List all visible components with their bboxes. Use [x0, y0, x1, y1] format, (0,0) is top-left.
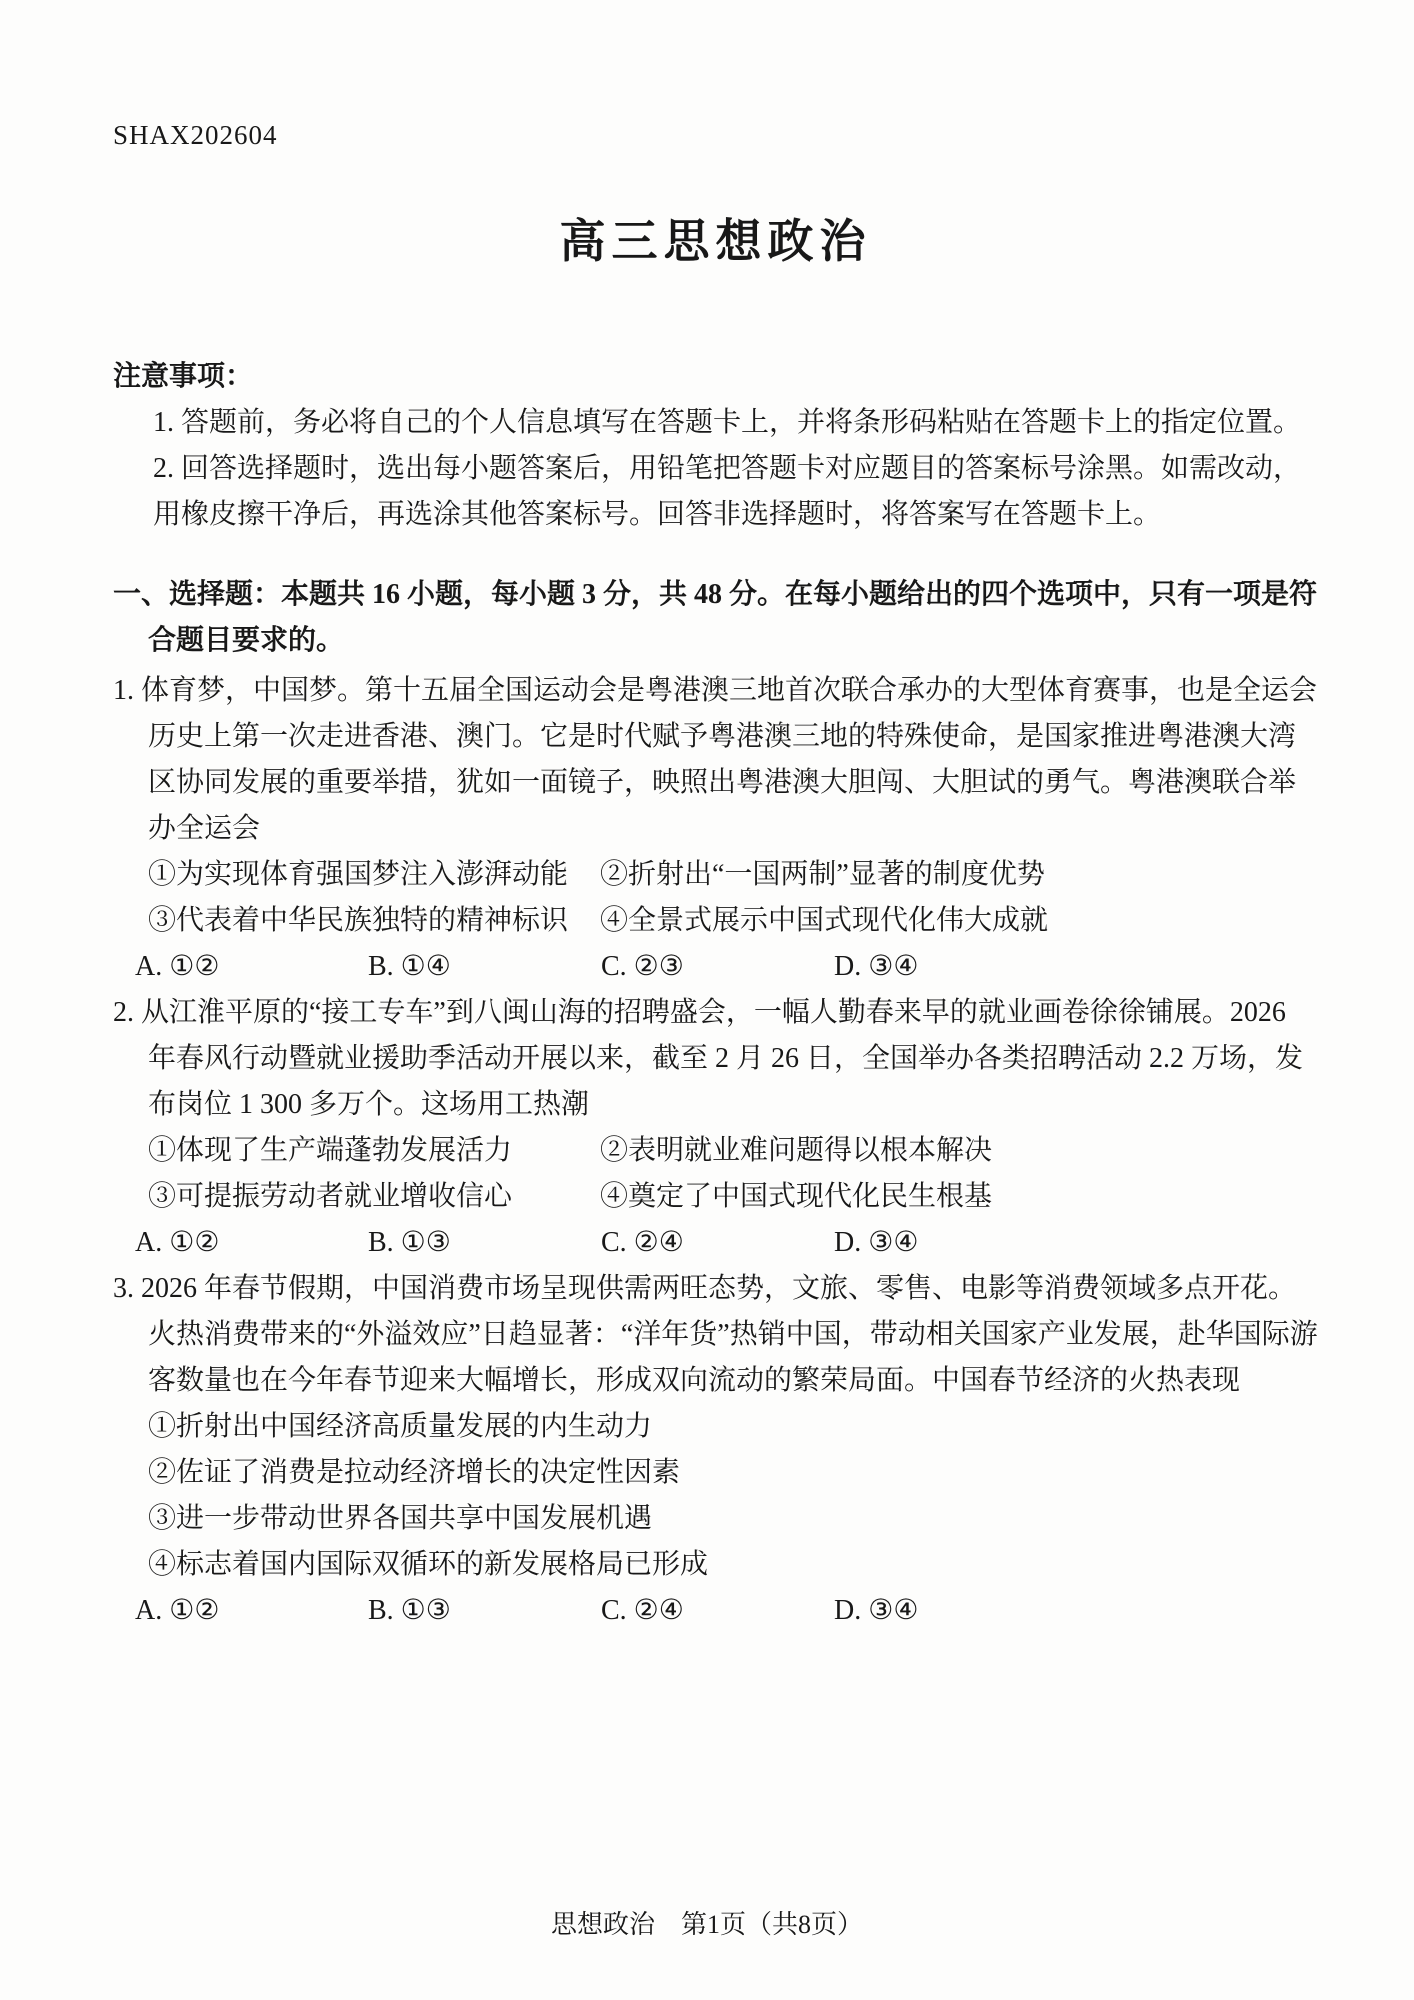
question-1-option-1: ①为实现体育强国梦注入澎湃动能	[148, 859, 569, 890]
question-2-options	[113, 1128, 1318, 1220]
page-title: 高三思想政治	[559, 216, 872, 267]
question-2-option-1: ①体现了生产端蓬勃发展活力	[148, 1135, 513, 1166]
question-3-stem: 3. 2026 年春节假期，中国消费市场呈现供需两旺态势，文旅、零售、电影等消费领域多点开花。火热消费带来的“外溢效应”日趋显著：“洋年货”热销中国，带动相关国家产业发展，赴华国际游客数量也在今年春节迎来大幅增长，形成双向流动的繁荣局面。中国春节经济的火热表现	[113, 1273, 1318, 1396]
question-1-stem: 1. 体育梦，中国梦。第十五届全国运动会是粤港澳三地首次联合承办的大型体育赛事，也是全运会历史上第一次走进香港、澳门。它是时代赋予粤港澳三地的特殊使命，是国家推进粤港澳大湾区协同发展的重要举措，犹如一面镜子，映照出粤港澳大胆闯、大胆试的勇气。粤港澳联合举办全运会	[113, 675, 1318, 844]
question-3-choice-d: D. ③④	[834, 1595, 919, 1626]
question-1-choice-c: C. ②③	[601, 951, 684, 982]
question-1-options	[113, 852, 1318, 944]
question-2-option-3: ③可提振劳动者就业增收信心	[148, 1181, 513, 1212]
notice-item-1: 1. 答题前，务必将自己的个人信息填写在答题卡上，并将条形码粘贴在答题卡上的指定位置。	[153, 407, 1302, 438]
question-1	[113, 668, 1318, 990]
question-2-stem: 2. 从江淮平原的“接工专车”到八闽山海的招聘盛会，一幅人勤春来早的就业画卷徐徐铺展。2026 年春风行动暨就业援助季活动开展以来，截至 2 月 26 日，全国举办各类招聘活动 2.2 万场，发布岗位 1 300 多万个。这场用工热潮	[113, 997, 1304, 1120]
section-heading: 一、选择题：本题共 16 小题，每小题 3 分，共 48 分。在每小题给出的四个选项中，只有一项是符合题目要求的。	[113, 579, 1318, 656]
question-2	[113, 990, 1318, 1266]
question-3-options	[113, 1404, 1318, 1588]
paper-code: SHAX202604	[113, 120, 278, 150]
question-3-option-4: ④标志着国内国际双循环的新发展格局已形成	[148, 1549, 709, 1580]
question-2-option-4: ④奠定了中国式现代化民生根基	[600, 1181, 993, 1212]
question-2-option-2: ②表明就业难问题得以根本解决	[600, 1135, 993, 1166]
question-3-option-2: ②佐证了消费是拉动经济增长的决定性因素	[148, 1457, 681, 1488]
notice-section	[113, 354, 1318, 538]
question-1-choices	[113, 944, 1318, 990]
notice-item-2: 2. 回答选择题时，选出每小题答案后，用铅笔把答题卡对应题目的答案标号涂黑。如需改动，用橡皮擦干净后，再选涂其他答案标号。回答非选择题时，将答案写在答题卡上。	[153, 453, 1302, 530]
page-footer: 思想政治 第1页（共8页）	[550, 1910, 863, 1939]
question-1-choice-d: D. ③④	[834, 951, 919, 982]
question-1-option-2: ②折射出“一国两制”显著的制度优势	[600, 859, 1045, 890]
question-1-option-3: ③代表着中华民族独特的精神标识	[148, 905, 569, 936]
question-3-option-1: ①折射出中国经济高质量发展的内生动力	[148, 1411, 653, 1442]
question-3	[113, 1266, 1318, 1634]
question-1-choice-b: B. ①④	[368, 951, 451, 982]
question-2-choice-b: B. ①③	[368, 1227, 451, 1258]
question-2-choice-d: D. ③④	[834, 1227, 919, 1258]
question-2-choice-a: A. ①②	[135, 1227, 220, 1258]
question-3-choices	[113, 1588, 1318, 1634]
question-3-choice-a: A. ①②	[135, 1595, 220, 1626]
question-1-choice-a: A. ①②	[135, 951, 220, 982]
question-1-option-4: ④全景式展示中国式现代化伟大成就	[600, 905, 1049, 936]
question-3-choice-b: B. ①③	[368, 1595, 451, 1626]
notice-heading: 注意事项：	[113, 361, 254, 392]
question-2-choices	[113, 1220, 1318, 1266]
question-3-choice-c: C. ②④	[601, 1595, 684, 1626]
question-2-choice-c: C. ②④	[601, 1227, 684, 1258]
question-3-option-3: ③进一步带动世界各国共享中国发展机遇	[148, 1503, 653, 1534]
